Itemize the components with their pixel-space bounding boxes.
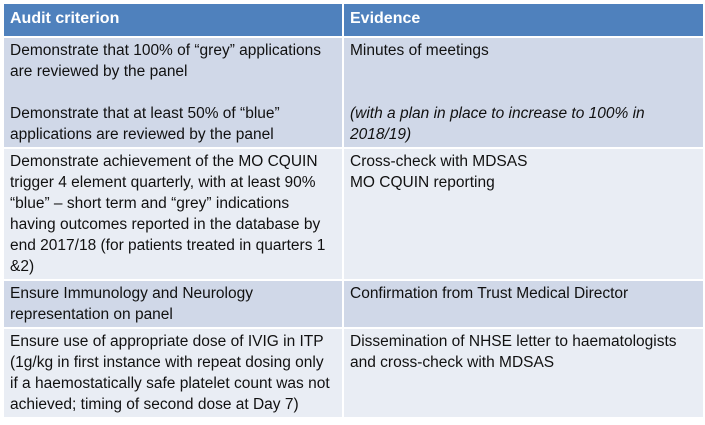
table-row [3, 328, 704, 418]
table-row [3, 148, 704, 280]
criterion-text: Ensure use of appropriate dose of IVIG in ITP (1g/kg in first instance with repeat dosing only if a haemostatically safe platelet count was not achieved; timing of second dose at Day 7) [10, 333, 330, 413]
evidence-text: Cross-check with MDSAS [350, 153, 528, 170]
evidence-text: MO CQUIN reporting [350, 174, 495, 191]
criterion-cell [3, 328, 343, 418]
table-header-row [3, 3, 704, 37]
header-evidence: Evidence [343, 3, 704, 37]
spacer [350, 82, 696, 103]
evidence-cell [343, 148, 704, 280]
spacer [350, 61, 696, 82]
criterion-text: Demonstrate that 100% of “grey” applications are reviewed by the panel [10, 42, 322, 80]
evidence-text: Confirmation from Trust Medical Director [350, 285, 629, 302]
evidence-text: Dissemination of NHSE letter to haematologists and cross-check with MDSAS [350, 333, 677, 371]
criterion-cell [3, 148, 343, 280]
evidence-cell [343, 280, 704, 328]
criterion-text: Demonstrate achievement of the MO CQUIN trigger 4 element quarterly, with at least 90% “blue” – short term and “grey” indications having outcomes reported in the database by end 2017/18 (for patients treated in quarters 1 &2) [10, 153, 326, 275]
table-row [3, 280, 704, 328]
evidence-text: Minutes of meetings [350, 42, 489, 59]
criterion-text: Demonstrate that at least 50% of “blue” applications are reviewed by the panel [10, 105, 280, 143]
evidence-note: (with a plan in place to increase to 100% in 2018/19) [350, 105, 645, 143]
evidence-cell [343, 328, 704, 418]
criterion-cell [3, 37, 343, 148]
table-row [3, 37, 704, 148]
evidence-cell [343, 37, 704, 148]
header-audit-criterion: Audit criterion [3, 3, 343, 37]
audit-table [2, 2, 705, 419]
spacer [10, 82, 335, 103]
criterion-cell [3, 280, 343, 328]
criterion-text: Ensure Immunology and Neurology representation on panel [10, 285, 253, 323]
